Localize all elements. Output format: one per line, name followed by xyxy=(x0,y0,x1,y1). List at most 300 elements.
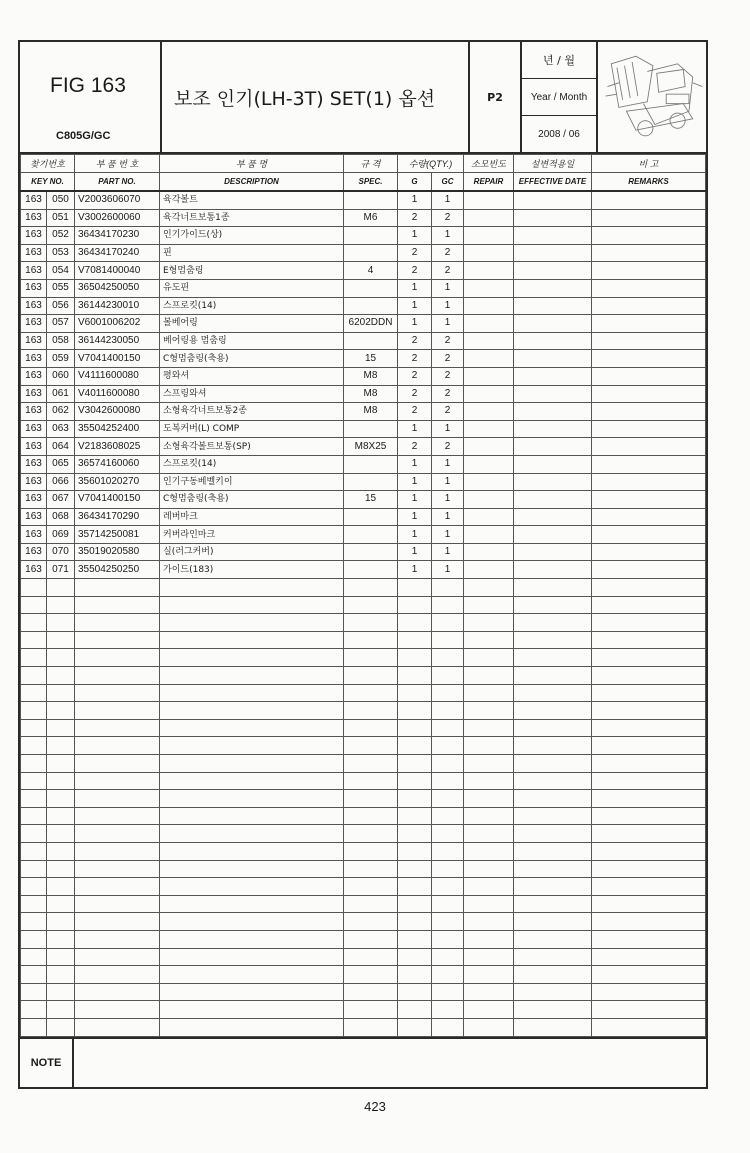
cell-qty-gc: 2 xyxy=(432,332,464,350)
cell-fig-no: 163 xyxy=(21,543,47,561)
cell-qty-gc xyxy=(432,1001,464,1019)
empty-row xyxy=(21,755,706,773)
cell-repair xyxy=(464,860,514,878)
cell-key-no xyxy=(47,878,75,896)
cell-effective-date xyxy=(514,420,592,438)
cell-fig-no xyxy=(21,684,47,702)
cell-repair xyxy=(464,350,514,368)
cell-part-no xyxy=(75,755,160,773)
table-row xyxy=(21,473,706,491)
cell-spec xyxy=(344,526,398,544)
cell-repair xyxy=(464,772,514,790)
cell-qty-g xyxy=(398,825,432,843)
cell-part-no: 36504250050 xyxy=(75,279,160,297)
cell-qty-g: 2 xyxy=(398,244,432,262)
cell-qty-gc xyxy=(432,895,464,913)
cell-remarks xyxy=(592,825,706,843)
cell-qty-g xyxy=(398,983,432,1001)
cell-remarks xyxy=(592,191,706,209)
table-row xyxy=(21,367,706,385)
cell-fig-no: 163 xyxy=(21,367,47,385)
cell-fig-no: 163 xyxy=(21,561,47,579)
cell-repair xyxy=(464,227,514,245)
cell-fig-no: 163 xyxy=(21,508,47,526)
cell-part-no xyxy=(75,614,160,632)
cell-part-no xyxy=(75,825,160,843)
cell-remarks xyxy=(592,367,706,385)
cell-qty-gc xyxy=(432,702,464,720)
cell-spec: M6 xyxy=(344,209,398,227)
parts-sheet xyxy=(18,40,708,1089)
empty-row xyxy=(21,913,706,931)
cell-qty-gc: 1 xyxy=(432,279,464,297)
cell-remarks xyxy=(592,543,706,561)
cell-description xyxy=(160,1001,344,1019)
cell-qty-gc xyxy=(432,948,464,966)
cell-fig-no xyxy=(21,772,47,790)
cell-effective-date xyxy=(514,491,592,509)
cell-remarks xyxy=(592,913,706,931)
cell-qty-gc: 1 xyxy=(432,561,464,579)
cell-repair xyxy=(464,755,514,773)
cell-spec xyxy=(344,825,398,843)
cell-key-no xyxy=(47,631,75,649)
cell-spec: M8X25 xyxy=(344,438,398,456)
cell-effective-date xyxy=(514,878,592,896)
cell-fig-no xyxy=(21,807,47,825)
col-g-en: G xyxy=(398,173,432,192)
cell-part-no: 35504252400 xyxy=(75,420,160,438)
cell-spec xyxy=(344,948,398,966)
cell-spec xyxy=(344,719,398,737)
cell-fig-no: 163 xyxy=(21,491,47,509)
cell-qty-gc: 2 xyxy=(432,209,464,227)
cell-effective-date xyxy=(514,702,592,720)
cell-description xyxy=(160,1018,344,1036)
cell-key-no: 063 xyxy=(47,420,75,438)
cell-effective-date xyxy=(514,737,592,755)
cell-spec xyxy=(344,191,398,209)
cell-effective-date xyxy=(514,508,592,526)
table-row xyxy=(21,279,706,297)
cell-description xyxy=(160,614,344,632)
cell-qty-gc xyxy=(432,878,464,896)
empty-row xyxy=(21,1001,706,1019)
cell-spec xyxy=(344,455,398,473)
cell-qty-gc: 1 xyxy=(432,191,464,209)
cell-spec xyxy=(344,913,398,931)
cell-repair xyxy=(464,455,514,473)
cell-description xyxy=(160,719,344,737)
cell-spec xyxy=(344,332,398,350)
cell-part-no xyxy=(75,667,160,685)
table-row xyxy=(21,315,706,333)
cell-qty-gc xyxy=(432,737,464,755)
table-row xyxy=(21,350,706,368)
cell-description: 육각볼트 xyxy=(160,191,344,209)
figure-box xyxy=(20,42,162,152)
cell-key-no xyxy=(47,966,75,984)
cell-description xyxy=(160,702,344,720)
cell-effective-date xyxy=(514,983,592,1001)
cell-description: 가이드(183) xyxy=(160,561,344,579)
cell-fig-no xyxy=(21,755,47,773)
cell-qty-gc: 1 xyxy=(432,473,464,491)
cell-effective-date xyxy=(514,579,592,597)
cell-description: 육각너트보통1종 xyxy=(160,209,344,227)
cell-key-no: 051 xyxy=(47,209,75,227)
cell-qty-gc xyxy=(432,842,464,860)
cell-qty-gc: 2 xyxy=(432,244,464,262)
empty-row xyxy=(21,807,706,825)
cell-qty-gc: 2 xyxy=(432,403,464,421)
cell-spec xyxy=(344,755,398,773)
cell-spec xyxy=(344,983,398,1001)
cell-effective-date xyxy=(514,1018,592,1036)
table-row xyxy=(21,420,706,438)
cell-qty-g xyxy=(398,966,432,984)
cell-qty-g xyxy=(398,1018,432,1036)
cell-part-no: 35714250081 xyxy=(75,526,160,544)
empty-row xyxy=(21,579,706,597)
cell-part-no: 35601020270 xyxy=(75,473,160,491)
cell-part-no xyxy=(75,895,160,913)
col-key-kr: 찾기번호 xyxy=(21,155,75,173)
empty-row xyxy=(21,878,706,896)
empty-row xyxy=(21,825,706,843)
cell-qty-g: 2 xyxy=(398,385,432,403)
cell-remarks xyxy=(592,860,706,878)
cell-part-no xyxy=(75,772,160,790)
cell-qty-g: 1 xyxy=(398,561,432,579)
cell-effective-date xyxy=(514,191,592,209)
cell-effective-date xyxy=(514,403,592,421)
cell-repair xyxy=(464,561,514,579)
cell-qty-gc xyxy=(432,913,464,931)
cell-qty-gc xyxy=(432,1018,464,1036)
cell-repair xyxy=(464,1018,514,1036)
cell-fig-no xyxy=(21,631,47,649)
cell-qty-gc: 1 xyxy=(432,315,464,333)
cell-fig-no: 163 xyxy=(21,244,47,262)
cell-effective-date xyxy=(514,790,592,808)
cell-remarks xyxy=(592,385,706,403)
cell-spec xyxy=(344,878,398,896)
cell-qty-g: 1 xyxy=(398,455,432,473)
cell-remarks xyxy=(592,262,706,280)
cell-qty-gc xyxy=(432,807,464,825)
cell-remarks xyxy=(592,403,706,421)
cell-fig-no xyxy=(21,878,47,896)
cell-key-no xyxy=(47,895,75,913)
cell-description xyxy=(160,807,344,825)
cell-part-no: 36434170240 xyxy=(75,244,160,262)
cell-repair xyxy=(464,614,514,632)
cell-repair xyxy=(464,508,514,526)
empty-row xyxy=(21,684,706,702)
cell-spec xyxy=(344,543,398,561)
cell-remarks xyxy=(592,455,706,473)
cell-qty-gc xyxy=(432,790,464,808)
cell-effective-date xyxy=(514,596,592,614)
cell-repair xyxy=(464,209,514,227)
cell-repair xyxy=(464,702,514,720)
table-row xyxy=(21,209,706,227)
cell-repair xyxy=(464,491,514,509)
cell-qty-gc xyxy=(432,719,464,737)
cell-qty-gc xyxy=(432,649,464,667)
cell-spec xyxy=(344,561,398,579)
cell-fig-no xyxy=(21,930,47,948)
cell-qty-g xyxy=(398,948,432,966)
col-eff-kr: 설변적용일 xyxy=(514,155,592,173)
cell-key-no: 068 xyxy=(47,508,75,526)
cell-repair xyxy=(464,473,514,491)
cell-part-no xyxy=(75,842,160,860)
cell-qty-g xyxy=(398,790,432,808)
table-row xyxy=(21,191,706,209)
cell-fig-no: 163 xyxy=(21,350,47,368)
empty-row xyxy=(21,860,706,878)
cell-qty-g: 1 xyxy=(398,191,432,209)
cell-fig-no xyxy=(21,966,47,984)
cell-fig-no xyxy=(21,649,47,667)
cell-description: 소형육각너트보통2종 xyxy=(160,403,344,421)
cell-description: 실(러그커버) xyxy=(160,543,344,561)
cell-key-no: 069 xyxy=(47,526,75,544)
col-spec-kr: 규 격 xyxy=(344,155,398,173)
cell-remarks xyxy=(592,420,706,438)
table-body xyxy=(21,191,706,1036)
cell-remarks xyxy=(592,1018,706,1036)
cell-effective-date xyxy=(514,825,592,843)
col-rem-kr: 비 고 xyxy=(592,155,706,173)
cell-description xyxy=(160,649,344,667)
cell-repair xyxy=(464,913,514,931)
cell-repair xyxy=(464,385,514,403)
empty-row xyxy=(21,772,706,790)
cell-spec xyxy=(344,649,398,667)
table-row xyxy=(21,262,706,280)
col-repair-en: REPAIR xyxy=(464,173,514,192)
cell-remarks xyxy=(592,930,706,948)
cell-effective-date xyxy=(514,755,592,773)
cell-repair xyxy=(464,297,514,315)
cell-part-no xyxy=(75,631,160,649)
table-row xyxy=(21,403,706,421)
cell-repair xyxy=(464,948,514,966)
cell-fig-no xyxy=(21,913,47,931)
cell-part-no: 36144230050 xyxy=(75,332,160,350)
cell-description: 커버라인마크 xyxy=(160,526,344,544)
cell-key-no: 056 xyxy=(47,297,75,315)
cell-qty-g xyxy=(398,878,432,896)
date-box xyxy=(522,42,598,152)
empty-row xyxy=(21,966,706,984)
cell-remarks xyxy=(592,684,706,702)
cell-fig-no: 163 xyxy=(21,279,47,297)
cell-effective-date xyxy=(514,948,592,966)
col-spec-en: SPEC. xyxy=(344,173,398,192)
cell-qty-g xyxy=(398,719,432,737)
cell-description: 스프로킷(14) xyxy=(160,455,344,473)
cell-remarks xyxy=(592,755,706,773)
cell-spec: 4 xyxy=(344,262,398,280)
cell-part-no: 35019020580 xyxy=(75,543,160,561)
cell-qty-gc xyxy=(432,755,464,773)
cell-fig-no: 163 xyxy=(21,526,47,544)
cell-description xyxy=(160,825,344,843)
empty-row xyxy=(21,842,706,860)
cell-fig-no: 163 xyxy=(21,438,47,456)
cell-remarks xyxy=(592,737,706,755)
empty-row xyxy=(21,1018,706,1036)
cell-key-no: 059 xyxy=(47,350,75,368)
cell-qty-gc: 2 xyxy=(432,262,464,280)
table-row xyxy=(21,438,706,456)
cell-fig-no xyxy=(21,860,47,878)
cell-remarks xyxy=(592,209,706,227)
cell-remarks xyxy=(592,244,706,262)
cell-description: 스프로킷(14) xyxy=(160,297,344,315)
cell-repair xyxy=(464,1001,514,1019)
cell-description: 인기가이드(상) xyxy=(160,227,344,245)
cell-qty-gc: 2 xyxy=(432,367,464,385)
cell-remarks xyxy=(592,649,706,667)
cell-qty-gc: 1 xyxy=(432,508,464,526)
cell-spec xyxy=(344,579,398,597)
cell-fig-no xyxy=(21,895,47,913)
cell-spec xyxy=(344,895,398,913)
empty-row xyxy=(21,930,706,948)
cell-key-no xyxy=(47,983,75,1001)
cell-qty-g: 1 xyxy=(398,279,432,297)
cell-remarks xyxy=(592,1001,706,1019)
cell-key-no: 062 xyxy=(47,403,75,421)
cell-repair xyxy=(464,262,514,280)
cell-qty-g xyxy=(398,1001,432,1019)
cell-fig-no: 163 xyxy=(21,209,47,227)
cell-part-no xyxy=(75,913,160,931)
cell-effective-date xyxy=(514,279,592,297)
col-key-en: KEY NO. xyxy=(21,173,75,192)
empty-row xyxy=(21,719,706,737)
cell-description: C형멈춤링(축용) xyxy=(160,491,344,509)
cell-description xyxy=(160,772,344,790)
cell-effective-date xyxy=(514,860,592,878)
cell-repair xyxy=(464,244,514,262)
cell-qty-gc: 1 xyxy=(432,543,464,561)
cell-part-no xyxy=(75,948,160,966)
cell-remarks xyxy=(592,702,706,720)
cell-repair xyxy=(464,403,514,421)
cell-qty-g: 1 xyxy=(398,508,432,526)
cell-qty-g xyxy=(398,772,432,790)
cell-fig-no xyxy=(21,737,47,755)
cell-repair xyxy=(464,543,514,561)
cell-key-no xyxy=(47,1001,75,1019)
table-row xyxy=(21,491,706,509)
cell-effective-date xyxy=(514,807,592,825)
cell-repair xyxy=(464,842,514,860)
cell-remarks xyxy=(592,878,706,896)
cell-part-no xyxy=(75,702,160,720)
cell-remarks xyxy=(592,596,706,614)
cell-qty-g: 1 xyxy=(398,297,432,315)
cell-description xyxy=(160,755,344,773)
cell-effective-date xyxy=(514,315,592,333)
cell-effective-date xyxy=(514,385,592,403)
cell-spec: M8 xyxy=(344,403,398,421)
empty-row xyxy=(21,948,706,966)
cell-repair xyxy=(464,825,514,843)
cell-remarks xyxy=(592,772,706,790)
cell-qty-g: 1 xyxy=(398,420,432,438)
cell-fig-no: 163 xyxy=(21,262,47,280)
cell-description xyxy=(160,930,344,948)
cell-qty-gc xyxy=(432,596,464,614)
empty-row xyxy=(21,790,706,808)
cell-part-no xyxy=(75,719,160,737)
cell-description: 유도핀 xyxy=(160,279,344,297)
cell-qty-g: 2 xyxy=(398,438,432,456)
cell-key-no xyxy=(47,913,75,931)
cell-part-no: V6001006202 xyxy=(75,315,160,333)
cell-part-no xyxy=(75,579,160,597)
cell-qty-gc xyxy=(432,860,464,878)
cell-part-no xyxy=(75,983,160,1001)
col-desc-en: DESCRIPTION xyxy=(160,173,344,192)
cell-remarks xyxy=(592,315,706,333)
cell-qty-g xyxy=(398,684,432,702)
cell-key-no: 061 xyxy=(47,385,75,403)
cell-part-no xyxy=(75,737,160,755)
cell-part-no: 36144230010 xyxy=(75,297,160,315)
cell-repair xyxy=(464,930,514,948)
col-desc-kr: 부 품 명 xyxy=(160,155,344,173)
cell-repair xyxy=(464,420,514,438)
cell-description: 평와셔 xyxy=(160,367,344,385)
cell-repair xyxy=(464,191,514,209)
cell-part-no: V2003606070 xyxy=(75,191,160,209)
cell-part-no xyxy=(75,807,160,825)
cell-fig-no xyxy=(21,702,47,720)
cell-spec xyxy=(344,860,398,878)
cell-effective-date xyxy=(514,684,592,702)
cell-qty-g xyxy=(398,579,432,597)
empty-row xyxy=(21,983,706,1001)
cell-remarks xyxy=(592,350,706,368)
cell-fig-no xyxy=(21,842,47,860)
cell-qty-g xyxy=(398,807,432,825)
cell-fig-no: 163 xyxy=(21,297,47,315)
cell-part-no: 35504250250 xyxy=(75,561,160,579)
cell-qty-g: 2 xyxy=(398,262,432,280)
cell-part-no: V7041400150 xyxy=(75,491,160,509)
cell-effective-date xyxy=(514,262,592,280)
cell-repair xyxy=(464,737,514,755)
cell-effective-date xyxy=(514,455,592,473)
cell-effective-date xyxy=(514,227,592,245)
cell-key-no: 057 xyxy=(47,315,75,333)
cell-repair xyxy=(464,667,514,685)
cell-qty-g: 1 xyxy=(398,473,432,491)
cell-qty-g: 2 xyxy=(398,403,432,421)
cell-qty-g: 2 xyxy=(398,332,432,350)
cell-qty-g xyxy=(398,614,432,632)
cell-remarks xyxy=(592,508,706,526)
cell-remarks xyxy=(592,579,706,597)
